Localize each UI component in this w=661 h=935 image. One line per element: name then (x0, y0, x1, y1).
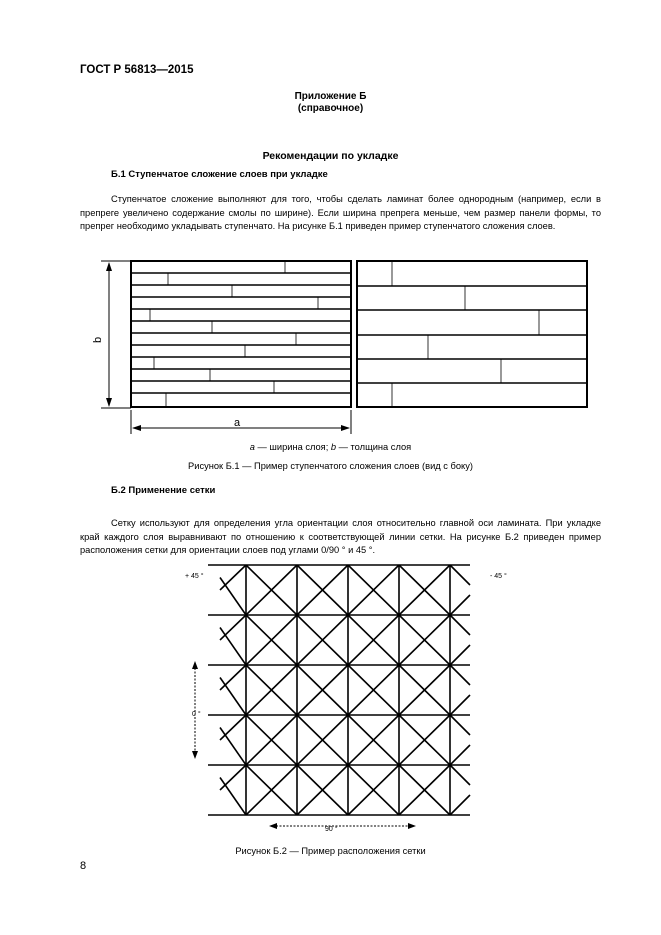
grid-line-diagonal (450, 745, 470, 765)
page-title: Рекомендации по укладке (262, 150, 399, 162)
grid-line-diagonal (220, 678, 246, 716)
section-paragraph-b2: Сетку используют для определения угла ориентации слоя относительно главной оси ламината. При укладке край каждого слоя выравнивают по отношению к соответствующей линии сетки. На рисунке Б.2 приведен пример расположения сетки для ориентации слоев под углами 0/90 ° и 45 °. (80, 518, 601, 555)
grid-line-diagonal (220, 665, 246, 690)
section-heading-b1: Б.1 Ступенчатое сложение слоев при укладке (111, 169, 328, 180)
section-heading-b2: Б.2 Применение сетки (111, 485, 216, 496)
section-paragraph-b1: Ступенчатое сложение выполняют для того, чтобы сделать ламинат более однородным (например, если в препреге увеличено содержание смолы по ширине). Если ширина препрега меньше, чем размер панели формы, то препрег необходимо укладывать ступенчато. На рисунке Б.1 приведен пример ступенчатого сложения слоев. (80, 194, 601, 231)
figure-b2-caption: Рисунок Б.2 — Пример расположения сетки (235, 846, 426, 856)
label-0-deg: 0 ° (192, 711, 201, 718)
label-minus-45: - 45 ° (490, 573, 507, 580)
label-plus-45: + 45 ° (185, 573, 204, 580)
grid-line-diagonal (450, 715, 470, 735)
label-90-deg: 90 ° (325, 826, 338, 833)
grid-line-diagonal (220, 778, 246, 816)
legend-text-a: — ширина слоя; (254, 442, 331, 452)
grid-line-diagonal (450, 645, 470, 665)
grid-line-diagonal (450, 795, 470, 815)
document-code: ГОСТ Р 56813—2015 (80, 64, 194, 76)
annex-title: Приложение Б (294, 91, 367, 102)
figure-b1-caption: Рисунок Б.1 — Пример ступенчатого сложения слоев (вид с боку) (188, 461, 473, 471)
dimension-label-b: b (92, 336, 104, 343)
grid-line-diagonal (450, 695, 470, 715)
grid-line-diagonal (220, 615, 246, 640)
legend-text-b: — толщина слоя (336, 442, 412, 452)
dimension-label-a: а (234, 417, 241, 429)
legend-symbol-a: а (249, 442, 255, 452)
grid-line-diagonal (220, 715, 246, 740)
grid-line-diagonal (220, 578, 246, 616)
grid-line-diagonal (220, 728, 246, 766)
grid-line-diagonal (220, 628, 246, 666)
annex-subtitle: (справочное) (297, 103, 364, 114)
legend-symbol-b: b (330, 442, 337, 452)
grid-line-diagonal (220, 765, 246, 790)
grid-line-diagonal (450, 665, 470, 685)
grid-line-diagonal (450, 565, 470, 585)
grid-line-diagonal (450, 595, 470, 615)
page-number: 8 (80, 860, 87, 872)
grid-line-diagonal (450, 615, 470, 635)
grid-line-diagonal (450, 765, 470, 785)
grid-line-diagonal (220, 565, 246, 590)
